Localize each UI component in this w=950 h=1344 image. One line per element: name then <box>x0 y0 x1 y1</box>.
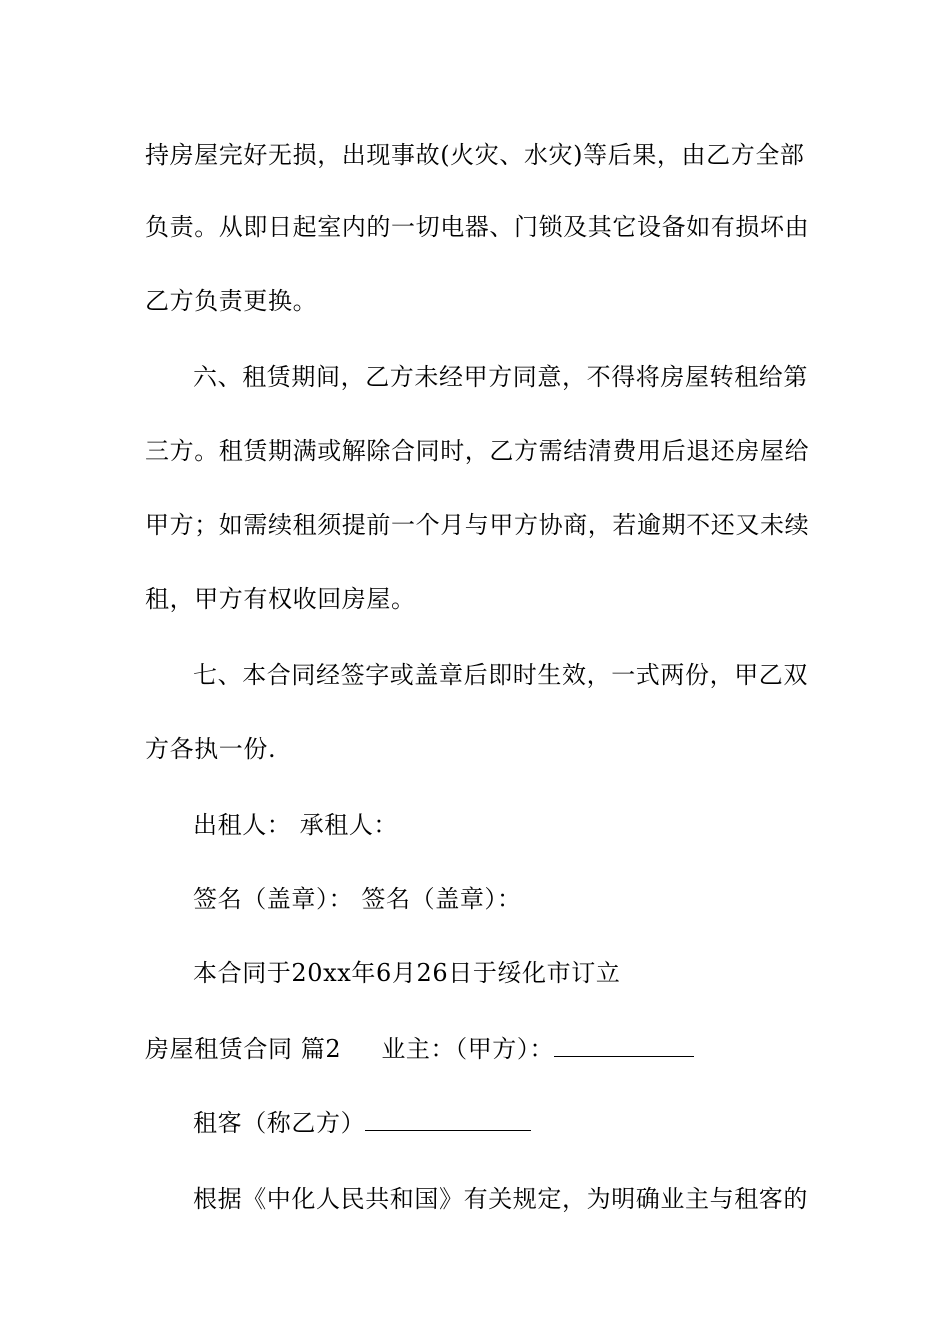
paragraph-line: 甲方；如需续租须提前一个月与甲方协商，若逾期不还又未续 <box>145 511 810 539</box>
tenant-row <box>193 1108 531 1138</box>
tenant-blank-field <box>365 1108 531 1131</box>
signature-line: 签名（盖章）： 签名（盖章）： <box>193 885 522 913</box>
paragraph-line: 负责。从即日起室内的一切电器、门锁及其它设备如有损坏由 <box>145 213 810 241</box>
intro-line: 根据《中化人民共和国》有关规定，为明确业主与租客的 <box>193 1185 808 1213</box>
contract-date-line: 本合同于20xx年6月26日于绥化市订立 <box>193 959 621 987</box>
paragraph-line: 方各执一份. <box>145 735 277 763</box>
parties-line: 出租人： 承租人： <box>193 811 399 839</box>
clause-six-line: 六、租赁期间，乙方未经甲方同意，不得将房屋转租给第 <box>193 363 808 391</box>
paragraph-line: 乙方负责更换。 <box>145 287 318 315</box>
section2-title-row <box>145 1034 694 1064</box>
section2-title: 房屋租赁合同 篇2 <box>145 1035 342 1063</box>
paragraph-line: 租，甲方有权收回房屋。 <box>145 585 416 613</box>
paragraph-line: 三方。租赁期满或解除合同时，乙方需结清费用后退还房屋给 <box>145 437 810 465</box>
owner-label: 业主：（甲方）： <box>381 1035 555 1063</box>
tenant-label: 租客（称乙方） <box>193 1109 366 1137</box>
clause-seven-line: 七、本合同经签字或盖章后即时生效，一式两份，甲乙双 <box>193 661 808 689</box>
paragraph-line: 持房屋完好无损，出现事故(火灾、水灾)等后果，由乙方全部 <box>145 141 805 169</box>
owner-blank-field <box>554 1034 694 1057</box>
